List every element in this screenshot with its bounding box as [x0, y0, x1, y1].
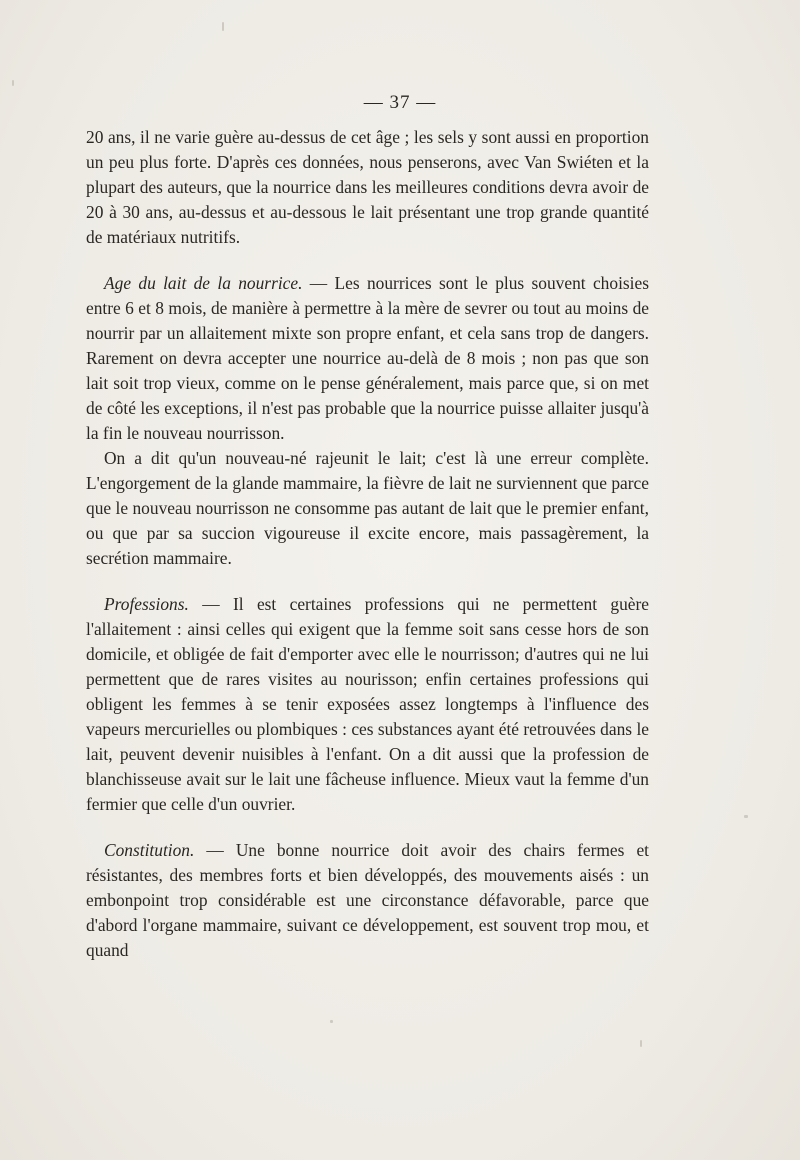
scan-speck: [640, 1040, 642, 1047]
scan-speck: [330, 1020, 333, 1023]
section-heading: Constitution.: [104, 840, 195, 860]
scan-speck: [222, 22, 224, 31]
paragraph-text: — Une bonne nourrice doit avoir des chairs fermes et résistantes, des membres forts et bien développés, des mouvements aisés : un embonpoint trop considérable est une circonstance défavorable, parce que d'abord l'organe mammaire, suivant ce développement, est souvent trop mou, et quand: [86, 840, 649, 960]
paragraph-professions: [86, 592, 649, 817]
scan-speck: [744, 815, 748, 818]
paragraph-text: — Les nourrices sont le plus souvent choisies entre 6 et 8 mois, de manière à permettre à la mère de sevrer ou tout au moins de nourrir par un allaitement mixte son propre enfant, et cela sans trop de dangers. Rarement on devra accepter une nourrice au-delà de 8 mois ; non pas que son lait soit trop vieux, comme on le pense généralement, mais parce que, si on met de côté les exceptions, il n'est pas probable que la nourrice puisse allaiter jusqu'à la fin le nouveau nourrisson.: [86, 273, 649, 443]
page-number: — 37 —: [363, 92, 437, 113]
paragraph-text: On a dit qu'un nouveau-né rajeunit le lait; c'est là une erreur complète. L'engorgement de la glande mammaire, la fièvre de lait ne surviennent que parce que le nouveau nourrisson ne consomme pas autant de lait que le premier enfant, ou que par sa succion vigoureuse il excite encore, mais passagèrement, la secrétion mammaire.: [86, 448, 649, 568]
paragraph-text: 20 ans, il ne varie guère au-dessus de cet âge ; les sels y sont aussi en proportion un peu plus forte. D'après ces données, nous penserons, avec Van Swiéten et la plupart des auteurs, que la nourrice dans les meilleures conditions devra avoir de 20 à 30 ans, au-dessus et au-dessous le lait présentant une trop grande quantité de matériaux nutritifs.: [86, 127, 649, 247]
paragraph-constitution: [86, 838, 649, 963]
paragraph-continuation: [86, 125, 649, 250]
scan-speck: [12, 80, 14, 86]
page-body: [86, 125, 649, 963]
section-heading: Professions.: [104, 594, 189, 614]
section-heading: Age du lait de la nourrice.: [104, 273, 303, 293]
paragraph-text: — Il est certaines professions qui ne permettent guère l'allaitement : ainsi celles qui exigent que la femme soit sans cesse hors de son domicile, et obligée de fait d'emporter avec elle le nourrisson; d'autres qui ne lui permettent que de rares visites au nourisson; enfin certaines professions qui obligent les femmes à se tenir exposées assez longtemps à l'influence des vapeurs mercurielles ou plombiques : ces substances ayant été retrouvées dans le lait, peuvent devenir nuisibles à l'enfant. On a dit aussi que la profession de blanchisseuse avait sur le lait une fâcheuse influence. Mieux vaut la femme d'un fermier que celle d'un ouvrier.: [86, 594, 649, 814]
paragraph-nouveau-ne: [86, 446, 649, 571]
paragraph-age-du-lait: [86, 271, 649, 446]
